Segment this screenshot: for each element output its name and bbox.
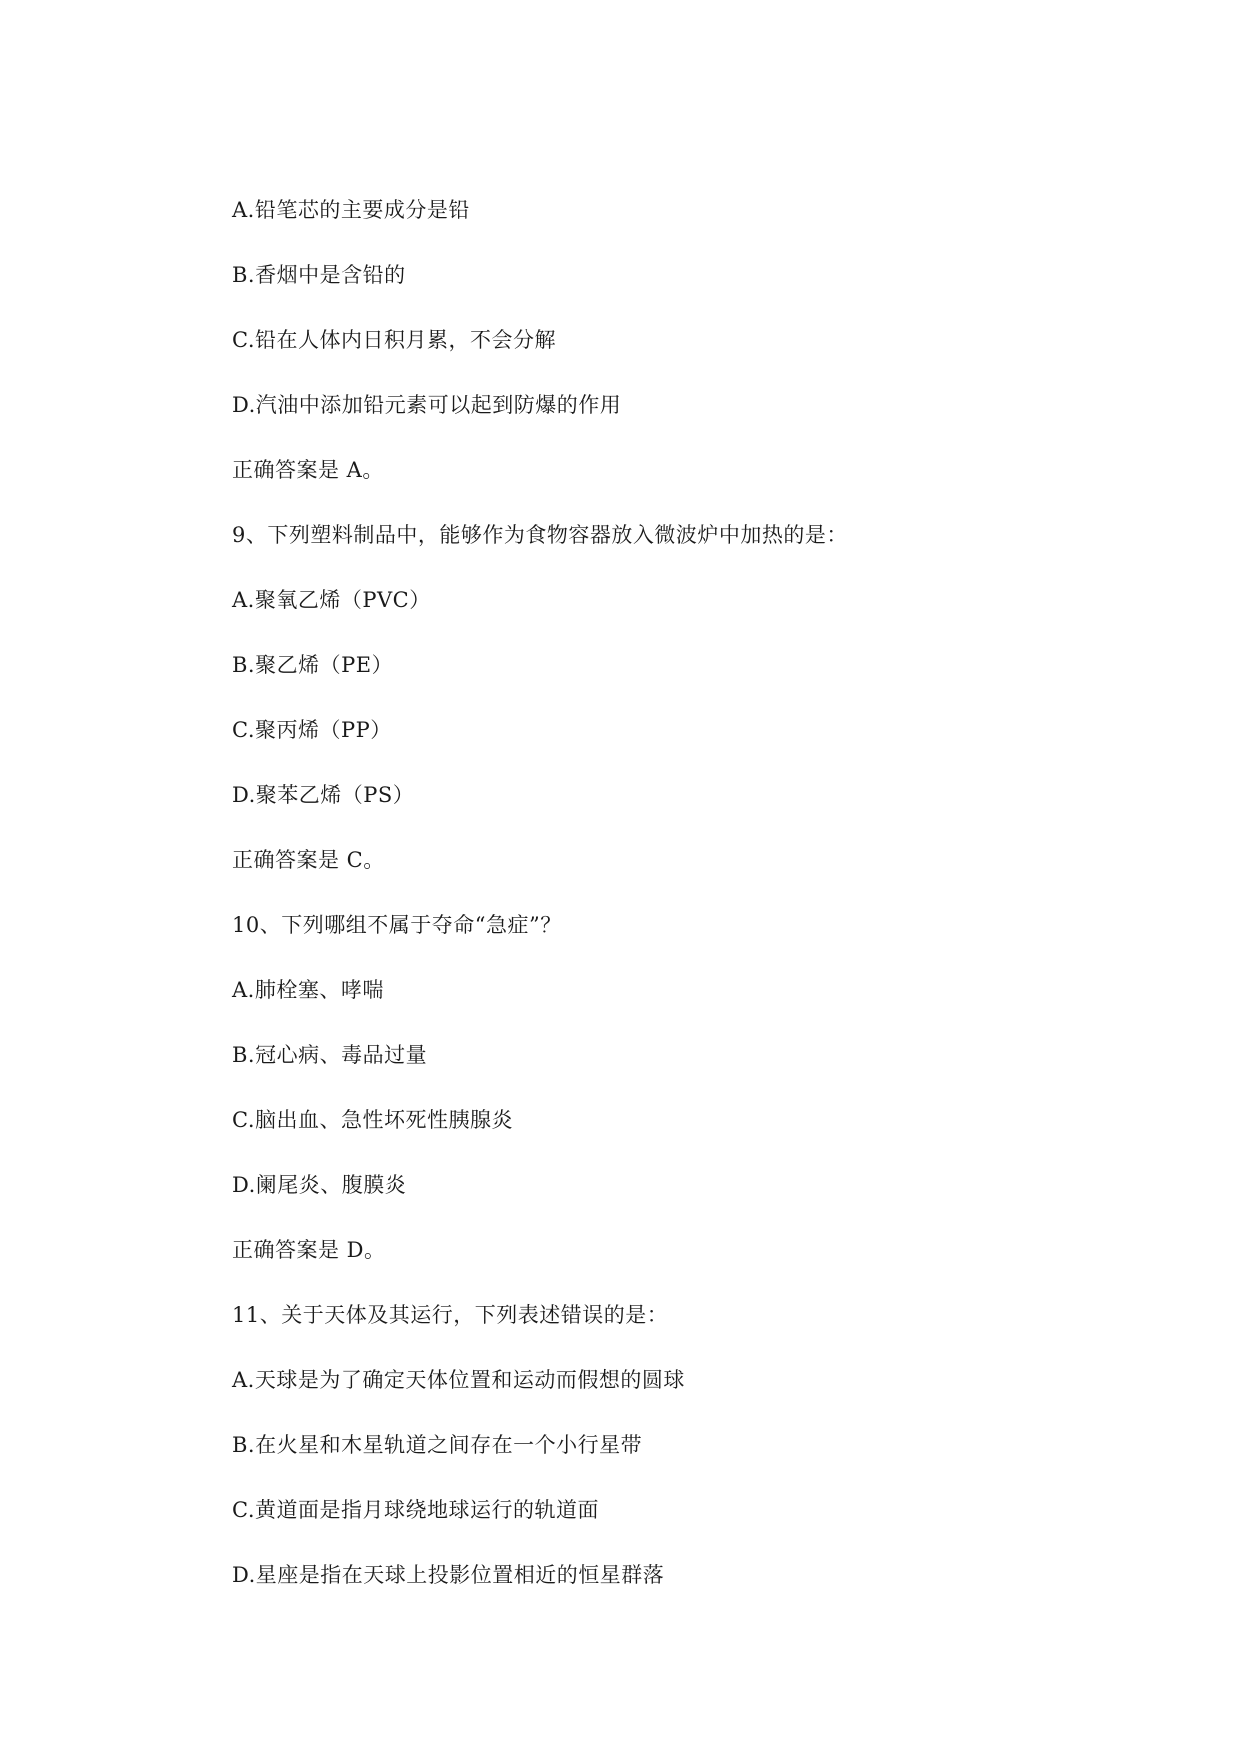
option-a-text: A.聚氧乙烯（PVC） <box>232 588 431 612</box>
option-a-text: A.天球是为了确定天体位置和运动而假想的圆球 <box>232 1368 685 1392</box>
option-c-text: C.脑出血、急性坏死性胰腺炎 <box>232 1108 513 1132</box>
document-body <box>232 192 1112 1622</box>
option-c-text: C.铅在人体内日积月累，不会分解 <box>232 328 556 352</box>
answer-text: 正确答案是 D。 <box>232 1238 386 1262</box>
option-d-text: D.阑尾炎、腹膜炎 <box>232 1173 407 1197</box>
option-a-text: A.铅笔芯的主要成分是铅 <box>232 198 470 222</box>
option-d-text: D.星座是指在天球上投影位置相近的恒星群落 <box>232 1563 665 1587</box>
question-10-text: 10、下列哪组不属于夺命“急症”？ <box>232 913 562 937</box>
option-b-text: B.在火星和木星轨道之间存在一个小行星带 <box>232 1433 643 1457</box>
answer-text: 正确答案是 C。 <box>232 848 385 872</box>
option-d-text: D.聚苯乙烯（PS） <box>232 783 415 807</box>
option-b-text: B.香烟中是含铅的 <box>232 263 406 287</box>
question-11-text: 11、关于天体及其运行，下列表述错误的是： <box>232 1303 669 1327</box>
option-b-text: B.聚乙烯（PE） <box>232 653 394 677</box>
option-c-text: C.黄道面是指月球绕地球运行的轨道面 <box>232 1498 599 1522</box>
answer-text: 正确答案是 A。 <box>232 458 384 482</box>
option-a-text: A.肺栓塞、哮喘 <box>232 978 384 1002</box>
question-9-text: 9、下列塑料制品中，能够作为食物容器放入微波炉中加热的是： <box>232 523 848 547</box>
option-b-text: B.冠心病、毒品过量 <box>232 1043 428 1067</box>
option-c-text: C.聚丙烯（PP） <box>232 718 392 742</box>
option-d-text: D.汽油中添加铅元素可以起到防爆的作用 <box>232 393 622 417</box>
